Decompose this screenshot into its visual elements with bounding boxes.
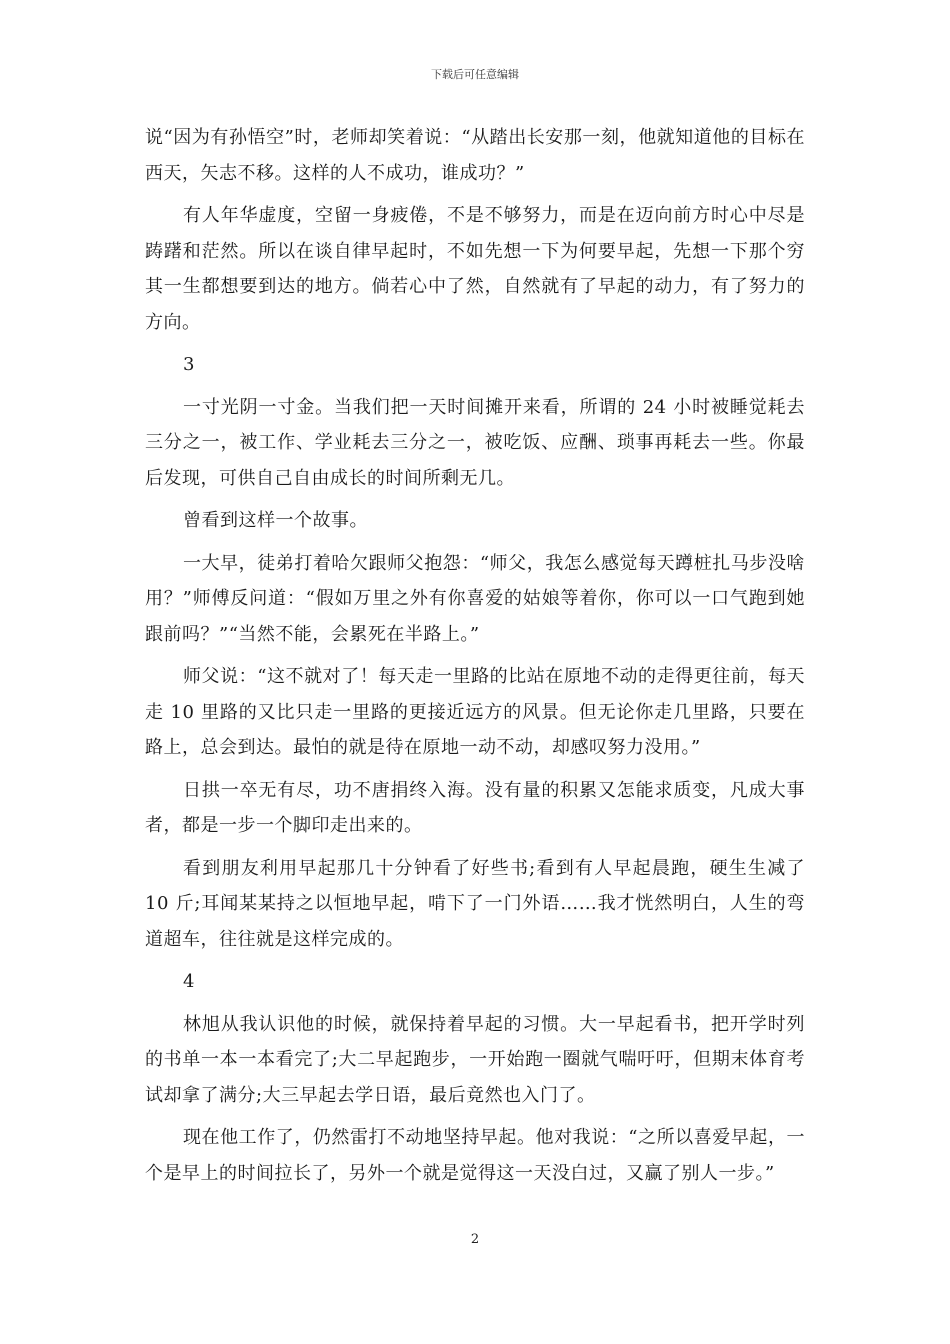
paragraph: 有人年华虚度，空留一身疲倦，不是不够努力，而是在迈向前方时心中尽是踌躇和茫然。所以在谈自律早起时，不如先想一下为何要早起，先想一下那个穷其一生都想要到达的地方。倘若心中了然，自然就有了早起的动力，有了努力的方向。	[145, 205, 805, 333]
section-number: 3	[183, 354, 195, 375]
paragraph: 现在他工作了，仍然雷打不动地坚持早起。他对我说：“之所以喜爱早起，一个是早上的时间拉长了，另外一个就是觉得这一天没白过，又赢了别人一步。”	[145, 1127, 805, 1184]
section-number: 4	[183, 971, 195, 992]
paragraph: 日拱一卒无有尽，功不唐捐终入海。没有量的积累又怎能求质变，凡成大事者，都是一步一个脚印走出来的。	[145, 779, 805, 836]
paragraph-continuation: 说“因为有孙悟空”时，老师却笑着说：“从踏出长安那一刻，他就知道他的目标在西天，矢志不移。这样的人不成功，谁成功？”	[145, 127, 805, 184]
page-header-note: 下载后可任意编辑	[431, 68, 519, 81]
paragraph: 一大早，徒弟打着哈欠跟师父抱怨：“师父，我怎么感觉每天蹲桩扎马步没啥用？”师傅反问道：“假如万里之外有你喜爱的姑娘等着你，你可以一口气跑到她跟前吗？”“当然不能，会累死在半路上。”	[145, 552, 805, 645]
paragraph: 曾看到这样一个故事。	[183, 510, 368, 531]
paragraph: 看到朋友利用早起那几十分钟看了好些书;看到有人早起晨跑，硬生生减了 10 斤;耳闻某某持之以恒地早起，啃下了一门外语……我才恍然明白，人生的弯道超车，往往就是这样完成的。	[145, 857, 805, 950]
paragraph: 师父说：“这不就对了！每天走一里路的比站在原地不动的走得更往前，每天走 10 里路的又比只走一里路的更接近远方的风景。但无论你走几里路，只要在路上，总会到达。最怕的就是待在原地一动不动，却感叹努力没用。”	[145, 666, 805, 758]
document-body	[145, 120, 805, 1198]
paragraph: 林旭从我认识他的时候，就保持着早起的习惯。大一早起看书，把开学时列的书单一本一本看完了;大二早起跑步，一开始跑一圈就气喘吁吁，但期末体育考试却拿了满分;大三早起去学日语，最后竟然也入门了。	[145, 1013, 805, 1106]
paragraph: 一寸光阴一寸金。当我们把一天时间摊开来看，所谓的 24 小时被睡觉耗去三分之一，被工作、学业耗去三分之一，被吃饭、应酬、琐事再耗去一些。你最后发现，可供自己自由成长的时间所剩无几。	[145, 396, 805, 489]
page-number: 2	[470, 1232, 480, 1247]
